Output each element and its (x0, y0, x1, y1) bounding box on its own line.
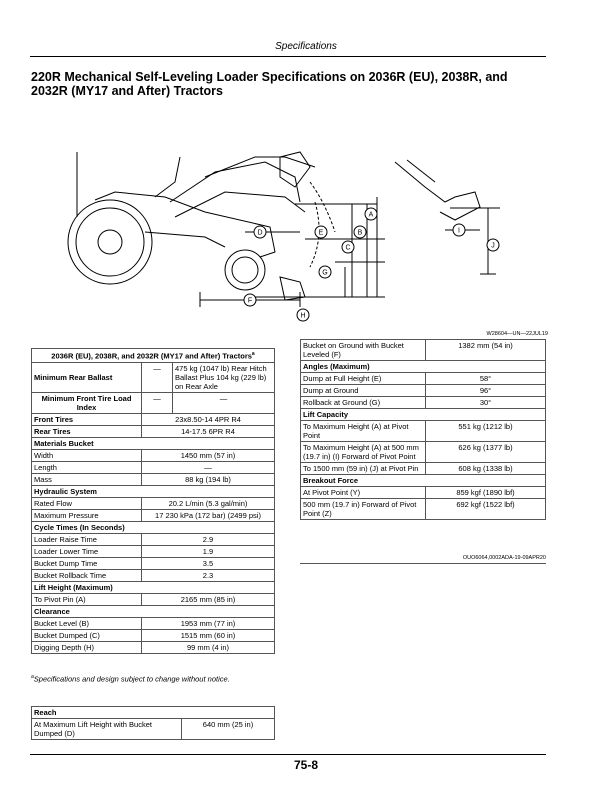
section-header-row (32, 485, 275, 497)
svg-text:F: F (247, 297, 253, 305)
table-row (32, 473, 275, 485)
row-value: 23x8.50-14 4PR R4 (142, 413, 275, 425)
table-row (32, 461, 275, 473)
svg-text:E: E (318, 229, 324, 237)
row-mid: — (142, 392, 173, 413)
row-mid: — (142, 362, 173, 392)
page-number: 75-8 (293, 758, 319, 772)
row-value: 1382 mm (54 in) (426, 340, 546, 361)
row-label: Bucket Level (B) (32, 617, 142, 629)
table-row (32, 425, 275, 437)
row-value: 99 mm (4 in) (142, 641, 275, 653)
table-row (32, 392, 275, 413)
page-title: 220R Mechanical Self-Leveling Loader Specifications on 2036R (EU), 2038R, and 2032R (MY17 and After) Tractors (31, 70, 508, 98)
section-header: Angles (Maximum) (301, 361, 546, 373)
row-value: 626 kg (1377 lb) (426, 442, 546, 463)
svg-text:H: H (300, 312, 306, 320)
spec-table-heading: 2036R (EU), 2038R, and 2032R (MY17 and After) Tractors$^a$ (32, 349, 275, 363)
table-row (32, 593, 275, 605)
row-label: Bucket Rollback Time (32, 569, 142, 581)
reach-table (31, 706, 275, 740)
running-header: Specifications (275, 41, 337, 52)
row-label: To 1500 mm (59 in) (J) at Pivot Pin (301, 463, 426, 475)
row-value: 475 kg (1047 lb) Rear Hitch Ballast Plus 104 kg (229 lb) on Rear Axle (173, 362, 275, 392)
row-value: 14-17.5 6PR R4 (142, 425, 275, 437)
figure-callout-j (487, 239, 499, 251)
row-value: 692 kgf (1522 lbf) (426, 499, 546, 520)
reach-label: At Maximum Lift Height with Bucket Dumped (D) (32, 719, 182, 740)
figure-callout-g (319, 266, 331, 278)
tractor-spec-table (31, 348, 275, 654)
section-header-row (32, 521, 275, 533)
loader-spec-table-continued (300, 339, 546, 520)
row-label: Length (32, 461, 142, 473)
figure-callout-e (315, 226, 327, 238)
table-row (301, 385, 546, 397)
row-label: To Pivot Pin (A) (32, 593, 142, 605)
row-value: 3.5 (142, 557, 275, 569)
row-label: Dump at Full Height (E) (301, 373, 426, 385)
row-value: 96° (426, 385, 546, 397)
row-value: 2.3 (142, 569, 275, 581)
row-value: 20.2 L/min (5.3 gal/min) (142, 497, 275, 509)
section-header: Clearance (32, 605, 275, 617)
section-header: Breakout Force (301, 475, 546, 487)
table-row (32, 569, 275, 581)
row-label: At Pivot Point (Y) (301, 487, 426, 499)
row-value: 1953 mm (77 in) (142, 617, 275, 629)
row-value: 1450 mm (57 in) (142, 449, 275, 461)
table-row (32, 545, 275, 557)
row-label: Dump at Ground (301, 385, 426, 397)
row-value: 2.9 (142, 533, 275, 545)
row-label: Width (32, 449, 142, 461)
svg-text:A: A (368, 211, 374, 219)
table-row (32, 497, 275, 509)
section-header-row (32, 437, 275, 449)
section-header-row (32, 581, 275, 593)
row-label: Loader Raise Time (32, 533, 142, 545)
row-label: Rollback at Ground (G) (301, 397, 426, 409)
row-label: Rated Flow (32, 497, 142, 509)
row-label: To Maximum Height (A) at Pivot Point (301, 421, 426, 442)
section-header-row (32, 605, 275, 617)
header-divider (30, 56, 546, 57)
loader-dimension-figure (55, 142, 550, 332)
row-label: Mass (32, 473, 142, 485)
table-row (301, 397, 546, 409)
section-header: Hydraulic System (32, 485, 275, 497)
figure-callout-b (354, 226, 366, 238)
figure-callout-i (453, 224, 465, 236)
section-header-row (301, 475, 546, 487)
row-label: Bucket Dumped (C) (32, 629, 142, 641)
row-label: Digging Depth (H) (32, 641, 142, 653)
row-value: 1515 mm (60 in) (142, 629, 275, 641)
table-row (32, 362, 275, 392)
section-header: Cycle Times (In Seconds) (32, 521, 275, 533)
table-row (32, 557, 275, 569)
footer-divider (30, 754, 546, 755)
section-header-row (301, 361, 546, 373)
table-row (32, 449, 275, 461)
row-value: 608 kg (1338 lb) (426, 463, 546, 475)
table-row (301, 463, 546, 475)
row-value: 1.9 (142, 545, 275, 557)
reach-heading: Reach (32, 707, 275, 719)
row-label: Bucket Dump Time (32, 557, 142, 569)
section-header: Lift Height (Maximum) (32, 581, 275, 593)
table-row (301, 499, 546, 520)
row-value: 30° (426, 397, 546, 409)
row-label: Loader Lower Time (32, 545, 142, 557)
figure-id: W28604—UN—22JUL19 (486, 331, 548, 337)
table-row (32, 413, 275, 425)
row-value: 2165 mm (85 in) (142, 593, 275, 605)
table-row (301, 373, 546, 385)
table-row (32, 629, 275, 641)
row-label: Minimum Front Tire Load Index (32, 392, 142, 413)
svg-text:J: J (491, 242, 495, 250)
figure-callout-f (244, 294, 256, 306)
row-value: 58° (426, 373, 546, 385)
figure-callout-h (297, 309, 309, 321)
figure-callout-a (365, 208, 377, 220)
svg-text:I: I (458, 227, 460, 235)
reference-id: OUO6064,0002ADA-19-09APR20 (462, 555, 546, 561)
table-row (32, 641, 275, 653)
row-label: Rear Tires (32, 425, 142, 437)
section-header: Materials Bucket (32, 437, 275, 449)
svg-text:G: G (322, 269, 328, 277)
table-row (301, 340, 546, 361)
svg-text:C: C (345, 244, 351, 252)
figure-callout-c (342, 241, 354, 253)
reach-value: 640 mm (25 in) (182, 719, 275, 740)
table-row (32, 533, 275, 545)
row-value: 17 230 kPa (172 bar) (2499 psi) (142, 509, 275, 521)
row-value: 551 kg (1212 lb) (426, 421, 546, 442)
row-value: — (142, 461, 275, 473)
row-value: 859 kgf (1890 lbf) (426, 487, 546, 499)
row-value: 88 kg (194 lb) (142, 473, 275, 485)
section-header-row (301, 409, 546, 421)
svg-text:B: B (357, 229, 363, 237)
table-row (32, 617, 275, 629)
table-row (301, 421, 546, 442)
row-label: Minimum Rear Ballast (32, 362, 142, 392)
table-row (301, 487, 546, 499)
row-label: To Maximum Height (A) at 500 mm (19.7 in) (I) Forward of Pivot Point (301, 442, 426, 463)
row-label: 500 mm (19.7 in) Forward of Pivot Point (Z) (301, 499, 426, 520)
row-label: Bucket on Ground with Bucket Leveled (F) (301, 340, 426, 361)
section-header: Lift Capacity (301, 409, 546, 421)
loader-diagram (55, 142, 550, 332)
table-row (301, 442, 546, 463)
table-footnote: $^a$Specifications and design subject to change without notice. (31, 674, 230, 684)
row-label: Maximum Pressure (32, 509, 142, 521)
row-label: Front Tires (32, 413, 142, 425)
table-row (32, 509, 275, 521)
row-value: — (173, 392, 275, 413)
svg-text:D: D (257, 229, 263, 237)
figure-callout-d (254, 226, 266, 238)
right-column-divider (300, 563, 546, 564)
